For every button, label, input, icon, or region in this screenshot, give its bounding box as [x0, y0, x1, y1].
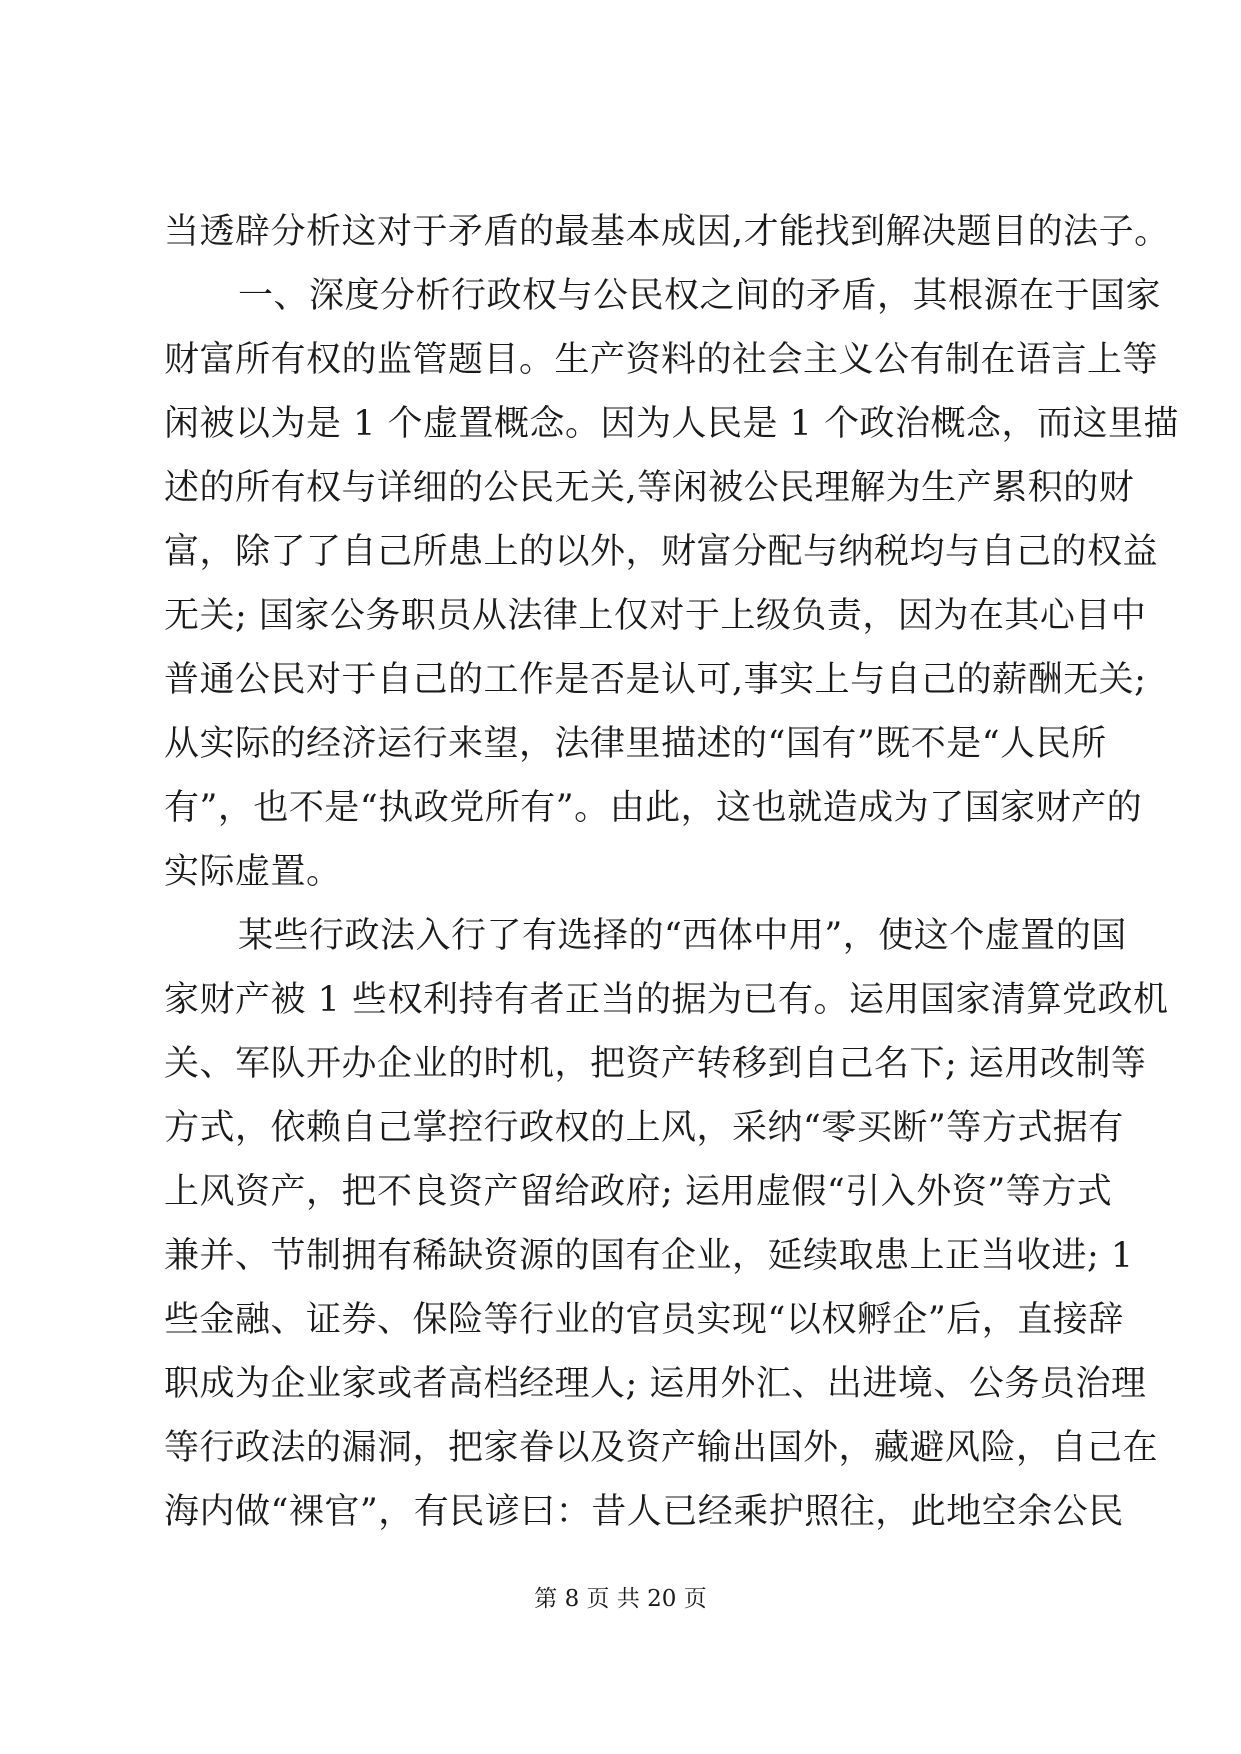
body-text	[164, 200, 1180, 1544]
text-line: 富，除了了自己所患上的以外，财富分配与纳税均与自己的权益	[164, 532, 1159, 572]
text-line: 述的所有权与详细的公民无关,等闲被公民理解为生产累积的财	[164, 468, 1135, 508]
text-line: 海内做“裸官”，有民谚曰：昔人已经乘护照往，此地空余公民	[164, 1492, 1124, 1532]
text-line: 实际虚置。	[164, 852, 342, 892]
text-line: 关、军队开办企业的时机，把资产转移到自己名下; 运用改制等	[164, 1044, 1147, 1084]
text-line: 家财产被 1 些权利持有者正当的据为已有。运用国家清算党政机	[164, 980, 1169, 1020]
text-line: 闲被以为是 1 个虚置概念。因为人民是 1 个政治概念，而这里描	[164, 404, 1180, 444]
text-line: 兼并、节制拥有稀缺资源的国有企业，延续取患上正当收进; 1	[164, 1236, 1134, 1276]
text-line: 从实际的经济运行来望，法律里描述的“国有”既不是“人民所	[164, 724, 1107, 764]
text-line: 些金融、证券、保险等行业的官员实现“以权孵企”后，直接辞	[164, 1300, 1124, 1340]
text-line: 职成为企业家或者高档经理人; 运用外汇、出进境、公务员治理	[164, 1364, 1147, 1404]
text-line: 一、深度分析行政权与公民权之间的矛盾，其根源在于国家	[238, 276, 1162, 316]
text-line: 等行政法的漏洞，把家眷以及资产输出国外，藏避风险，自己在	[164, 1428, 1159, 1468]
text-line: 无关; 国家公务职员从法律上仅对于上级负责，因为在其心目中	[164, 596, 1147, 636]
text-line: 某些行政法入行了有选择的“西体中用”，使这个虚置的国	[238, 916, 1127, 956]
text-line: 有”，也不是“执政党所有”。由此，这也就造成为了国家财产的	[164, 788, 1143, 828]
text-line: 当透辟分析这对于矛盾的最基本成因,才能找到解决题目的法子。	[164, 212, 1170, 252]
text-line: 上风资产，把不良资产留给政府; 运用虚假“引入外资”等方式	[164, 1172, 1113, 1212]
page-footer: 第 8 页 共 20 页	[534, 1586, 707, 1612]
text-line: 财富所有权的监管题目。生产资料的社会主义公有制在语言上等	[164, 340, 1159, 380]
text-line: 方式，依赖自己掌控行政权的上风，采纳“零买断”等方式据有	[164, 1108, 1124, 1148]
text-line: 普通公民对于自己的工作是否是认可,事实上与自己的薪酬无关;	[164, 660, 1147, 700]
